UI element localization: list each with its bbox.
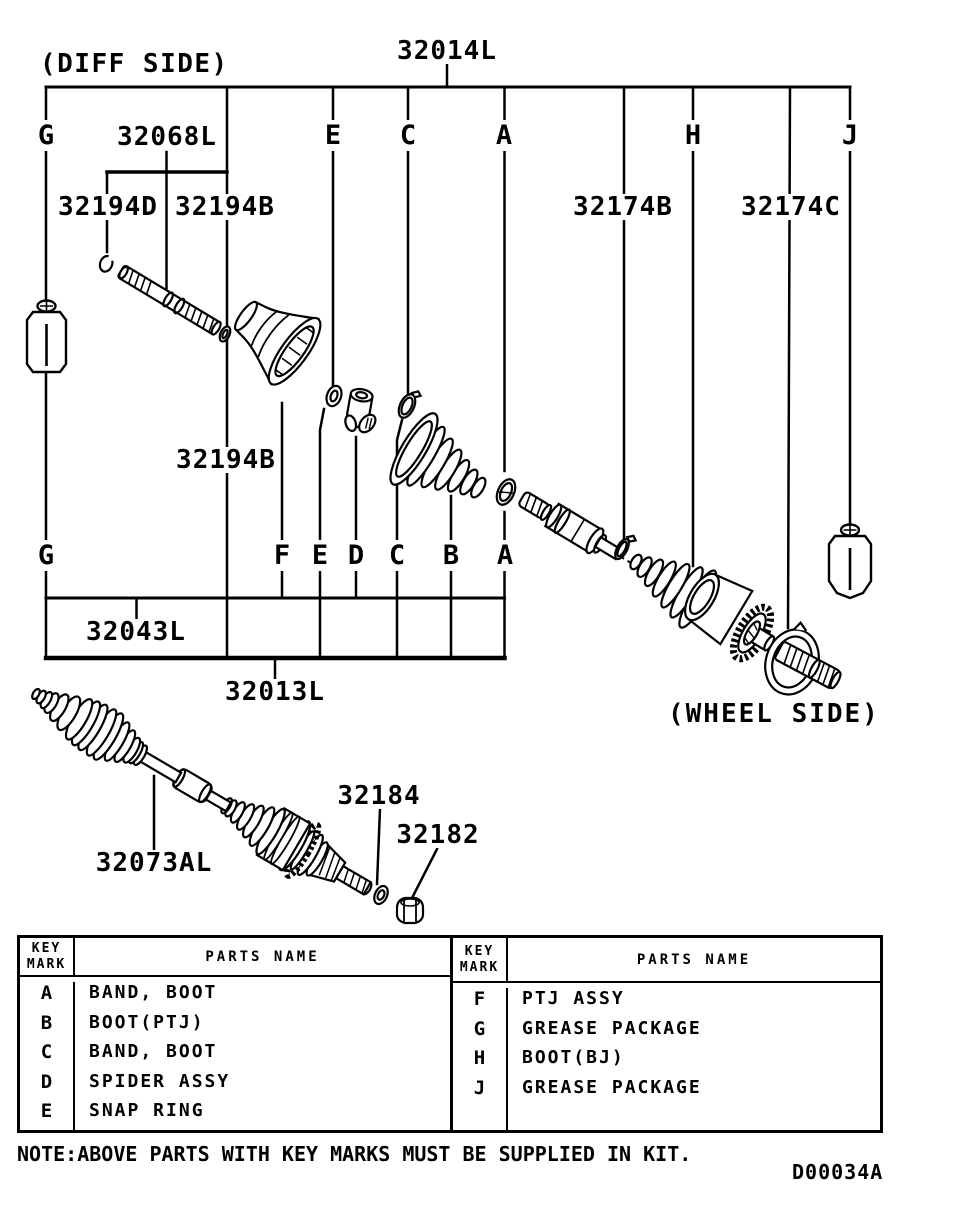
wheel-side-label: (WHEEL SIDE) [668, 699, 880, 729]
input-shaft-drawing [117, 264, 223, 337]
key-header-line1: KEY [31, 940, 62, 956]
key-header-line1: KEY [464, 943, 495, 959]
table-row-name: GREASE PACKAGE [522, 1076, 702, 1098]
drawing-code: D00034A [792, 1160, 884, 1184]
table-header-left [20, 938, 450, 977]
part-label-32194B-2: 32194B [176, 445, 276, 475]
key-mark-table [17, 935, 883, 1133]
table-row-key: B [40, 1011, 53, 1034]
key-mark-top-E: E [324, 120, 342, 151]
part-label-32014L: 32014L [397, 36, 497, 66]
key-mark-table-right [450, 938, 880, 1130]
key-mark-mid-F: F [273, 540, 291, 571]
table-row-name: BAND, BOOT [89, 1041, 218, 1063]
table-row-name: GREASE PACKAGE [522, 1017, 702, 1039]
table-row-name: BOOT(BJ) [522, 1047, 625, 1069]
table-row-key: J [473, 1076, 486, 1099]
name-column-right [508, 988, 880, 1130]
key-mark-top-G: G [37, 120, 55, 151]
table-body-right [453, 983, 880, 1130]
key-mark-mid-C: C [388, 540, 406, 571]
key-mark-top-J: J [841, 120, 859, 151]
snap-ring-d-drawing [98, 254, 115, 273]
part-label-32073AL: 32073AL [95, 848, 213, 878]
diff-side-label: (DIFF SIDE) [40, 49, 229, 79]
key-mark-mid-G: G [37, 540, 55, 571]
key-mark-mid-B: B [442, 540, 460, 571]
nut-drawing [397, 898, 423, 923]
cv-housing-drawing [218, 280, 329, 391]
snap-ring-e-drawing [324, 384, 344, 409]
key-mark-top-A: A [495, 120, 513, 151]
key-mark-header [20, 938, 75, 975]
table-row-name: SNAP RING [89, 1100, 205, 1122]
table-row-key: F [473, 988, 486, 1010]
table-row-name: BOOT(PTJ) [89, 1011, 205, 1033]
key-mark-mid-D: D [347, 540, 365, 571]
key-mark-mid-A: A [496, 540, 514, 571]
wheel-side-shaft-drawing [518, 491, 843, 702]
parts-name-header: PARTS NAME [205, 948, 320, 965]
diff-side-exploded-drawing [98, 254, 519, 525]
part-label-32043L: 32043L [86, 617, 186, 647]
band-a-drawing [493, 476, 519, 507]
table-row-key: G [473, 1017, 486, 1040]
grease-bottle-j [829, 525, 871, 599]
part-label-32013L: 32013L [225, 677, 325, 707]
part-label-32174B: 32174B [573, 192, 673, 222]
key-mark-top-H: H [684, 120, 702, 151]
key-mark-mid-E: E [311, 540, 329, 571]
key-column-right [453, 988, 508, 1130]
part-label-32182: 32182 [396, 820, 480, 850]
key-header-line2: MARK [459, 959, 500, 975]
parts-name-header: PARTS NAME [636, 951, 752, 968]
key-mark-top-C: C [399, 120, 417, 151]
table-row-key: A [40, 982, 53, 1005]
table-body-left [20, 977, 450, 1130]
washer-drawing [372, 884, 391, 906]
name-column-left [75, 982, 450, 1130]
key-column-left [20, 982, 75, 1130]
key-mark-table-left [20, 938, 450, 1130]
table-header-right [453, 938, 880, 983]
table-row-name: PTJ ASSY [522, 988, 625, 1009]
table-row-key: H [473, 1047, 486, 1070]
part-label-32184: 32184 [337, 781, 421, 811]
table-row-name: SPIDER ASSY [89, 1070, 231, 1092]
part-label-32194D: 32194D [58, 192, 158, 222]
kit-note: NOTE:ABOVE PARTS WITH KEY MARKS MUST BE SUPPLIED IN KIT. [17, 1142, 692, 1166]
part-label-32068L: 32068L [117, 122, 217, 152]
key-header-line2: MARK [26, 956, 67, 972]
key-mark-header [453, 938, 508, 981]
part-label-32194B: 32194B [175, 192, 275, 222]
part-label-32174C: 32174C [741, 192, 841, 222]
table-row-key: E [40, 1100, 53, 1123]
table-row-key: C [40, 1041, 53, 1064]
spider-assy-drawing [341, 387, 383, 437]
grease-bottle-g [27, 301, 66, 373]
table-row-name: BAND, BOOT [89, 982, 218, 1004]
table-row-key: D [40, 1070, 53, 1093]
